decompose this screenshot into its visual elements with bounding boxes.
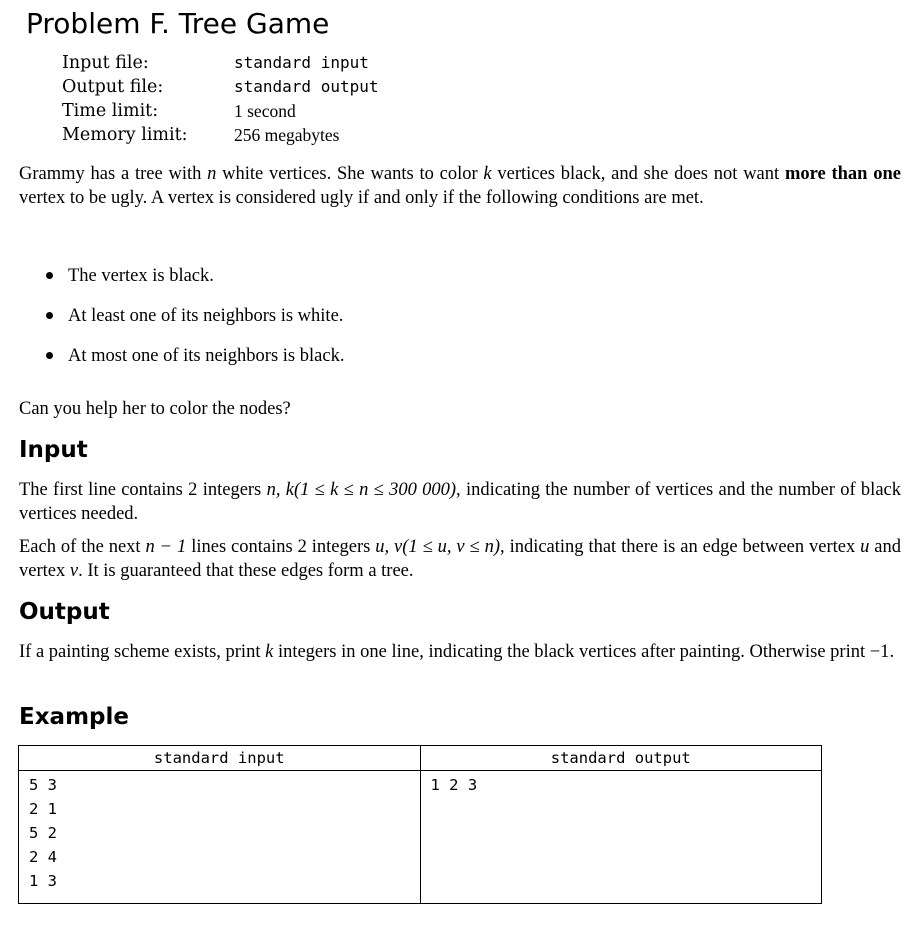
table-header-row: [19, 746, 822, 771]
statement-question: Can you help her to color the nodes?: [19, 399, 291, 419]
limit-row-memory: [62, 123, 379, 147]
column-header-input: standard input: [19, 746, 421, 771]
input-line: 2 4: [29, 848, 57, 866]
text: The first line contains 2 integers: [19, 480, 267, 500]
limit-row-output-file: [62, 75, 379, 99]
list-item: [0, 302, 344, 342]
text: If a painting scheme exists, print: [19, 642, 266, 662]
ugly-conditions-list: [0, 262, 344, 382]
text: and vertex: [19, 537, 901, 581]
problem-title: Problem F. Tree Game: [26, 7, 330, 40]
input-line: 2 1: [29, 800, 57, 818]
output-paragraph: [19, 640, 901, 664]
math-expression: n − 1: [145, 537, 187, 557]
limit-value: standard output: [234, 77, 379, 96]
column-header-output: standard output: [420, 746, 822, 771]
bullet-icon: [46, 272, 53, 279]
condition-text: The vertex is black.: [68, 266, 214, 286]
problem-limits: [62, 51, 379, 147]
math-u: u: [860, 537, 870, 557]
limit-label: Time limit:: [62, 101, 159, 121]
statement-paragraph: [19, 162, 901, 210]
example-table: [18, 745, 822, 904]
table-row: [19, 771, 822, 904]
bullet-icon: [46, 312, 53, 319]
list-item: [0, 342, 344, 382]
math-n: n: [207, 164, 217, 184]
math-v: v: [69, 561, 79, 581]
bullet-icon: [46, 352, 53, 359]
text: Grammy has a tree with: [19, 164, 208, 184]
limit-label: Input file:: [62, 53, 149, 73]
example-heading: Example: [19, 704, 129, 730]
limit-value: 1 second: [234, 101, 296, 121]
limit-label: Memory limit:: [62, 125, 188, 145]
list-item: [0, 262, 344, 302]
math-negative-one: −1: [869, 642, 890, 662]
limit-row-input-file: [62, 51, 379, 75]
text: .: [889, 642, 895, 662]
limit-value: standard input: [234, 53, 369, 72]
limit-label: Output file:: [62, 77, 164, 97]
text: white vertices. She wants to color: [216, 164, 484, 184]
text: , indicating the number of vertices and the number of black vertices needed.: [19, 480, 901, 524]
text: Each of the next: [19, 537, 146, 557]
text: vertices black, and she does not want: [491, 164, 785, 184]
output-line: 1 2 3: [430, 776, 478, 794]
input-paragraph-1: [19, 478, 901, 526]
math-constraint: n, k(1 ≤ k ≤ n ≤ 300 000): [266, 480, 457, 500]
text: vertex to be ugly. A vertex is considered ugly if and only if the following conditions are met.: [19, 188, 704, 208]
example-output-cell: [420, 771, 822, 904]
condition-text: At least one of its neighbors is white.: [68, 306, 344, 326]
input-line: 5 2: [29, 824, 57, 842]
input-paragraph-2: [19, 535, 901, 583]
text: lines contains 2 integers: [186, 537, 376, 557]
bold-text: more than one: [784, 164, 901, 184]
example-input-cell: [19, 771, 421, 904]
input-line: 5 3: [29, 776, 57, 794]
math-k: k: [483, 164, 492, 184]
text: , indicating that there is an edge between vertex: [500, 537, 861, 557]
input-heading: Input: [19, 437, 88, 463]
text: . It is guaranteed that these edges form a tree.: [78, 561, 414, 581]
math-constraint: u, v(1 ≤ u, v ≤ n): [375, 537, 501, 557]
math-k: k: [265, 642, 274, 662]
output-heading: Output: [19, 599, 110, 625]
input-line: 1 3: [29, 872, 57, 890]
condition-text: At most one of its neighbors is black.: [68, 346, 345, 366]
limit-row-time: [62, 99, 379, 123]
limit-value: 256 megabytes: [234, 125, 340, 145]
text: integers in one line, indicating the black vertices after painting. Otherwise print: [273, 642, 870, 662]
